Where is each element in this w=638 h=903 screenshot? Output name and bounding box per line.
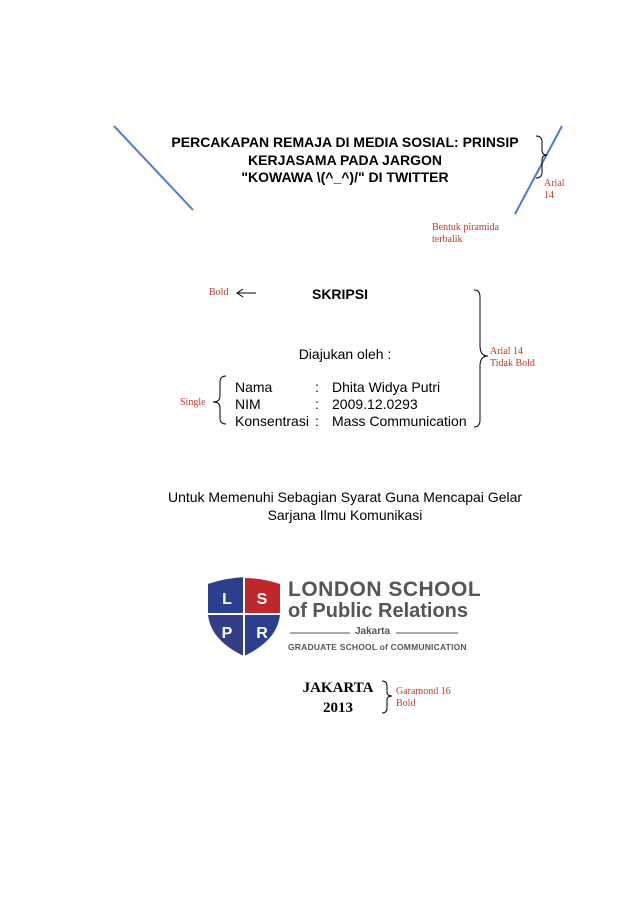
note-arial-14 — [544, 178, 565, 202]
identity-value: 2009.12.0293 — [332, 396, 418, 412]
title-line-1: PERCAKAPAN REMAJA DI MEDIA SOSIAL: PRINSIP — [171, 134, 519, 150]
identity-separator: : — [315, 379, 319, 395]
letter-p: P — [221, 625, 233, 642]
note-garamond — [396, 686, 451, 710]
note-tidak-bold-line-1: Arial 14 — [490, 346, 524, 357]
identity-label: NIM — [235, 396, 261, 412]
identity-label: Nama — [235, 379, 273, 395]
note-piramida — [432, 222, 499, 246]
content-brace — [474, 290, 488, 427]
logo-london-school: LONDON SCHOOL — [288, 578, 482, 601]
note-single: Single — [180, 397, 206, 408]
logo-jakarta: Jakarta — [355, 626, 391, 637]
identity-row-nim — [235, 395, 418, 413]
note-piramida-line-1: Bentuk piramida — [432, 222, 499, 233]
thesis-title — [160, 134, 530, 187]
letter-l: L — [222, 591, 232, 608]
submitted-by-label: Diajukan oleh : — [298, 346, 392, 362]
footer-city-year — [292, 678, 384, 718]
degree-purpose — [160, 488, 530, 524]
identity-value: Mass Communication — [332, 413, 467, 429]
note-garamond-line-1: Garamond 16 — [396, 686, 451, 697]
identity-row-nama — [235, 378, 440, 396]
letter-s: S — [256, 591, 268, 608]
note-piramida-line-2: terbalik — [432, 234, 463, 245]
note-arial-14-line-1: Arial — [544, 178, 565, 189]
footer-year: 2013 — [323, 700, 353, 716]
purpose-line-2: Sarjana Ilmu Komunikasi — [267, 507, 423, 523]
skripsi-heading: SKRIPSI — [311, 286, 368, 302]
logo-public-relations: of Public Relations — [288, 600, 469, 622]
footer-city: JAKARTA — [302, 680, 374, 696]
logo-graduate-school: GRADUATE SCHOOL of COMMUNICATION — [288, 642, 467, 652]
identity-separator: : — [315, 396, 319, 412]
identity-separator: : — [315, 413, 319, 429]
identity-label: Konsentrasi — [235, 413, 309, 429]
title-line-2: KERJASAMA PADA JARGON — [248, 151, 442, 168]
title-line-3: "KOWAWA \(^_^)/" DI TWITTER — [241, 169, 449, 185]
single-brace — [213, 376, 226, 424]
note-arial-14-tidak-bold — [490, 346, 535, 370]
identity-row-konsentrasi — [235, 412, 467, 430]
letter-r: R — [256, 625, 268, 642]
note-garamond-line-2: Bold — [396, 698, 416, 709]
identity-value: Dhita Widya Putri — [332, 379, 441, 395]
note-bold: Bold — [209, 287, 229, 298]
note-arial-14-line-2: 14 — [544, 190, 554, 201]
lspr-shield-logo — [208, 577, 280, 656]
purpose-line-1: Untuk Memenuhi Sebagian Syarat Guna Mencapai Gelar — [167, 489, 523, 505]
note-tidak-bold-line-2: Tidak Bold — [490, 358, 535, 369]
